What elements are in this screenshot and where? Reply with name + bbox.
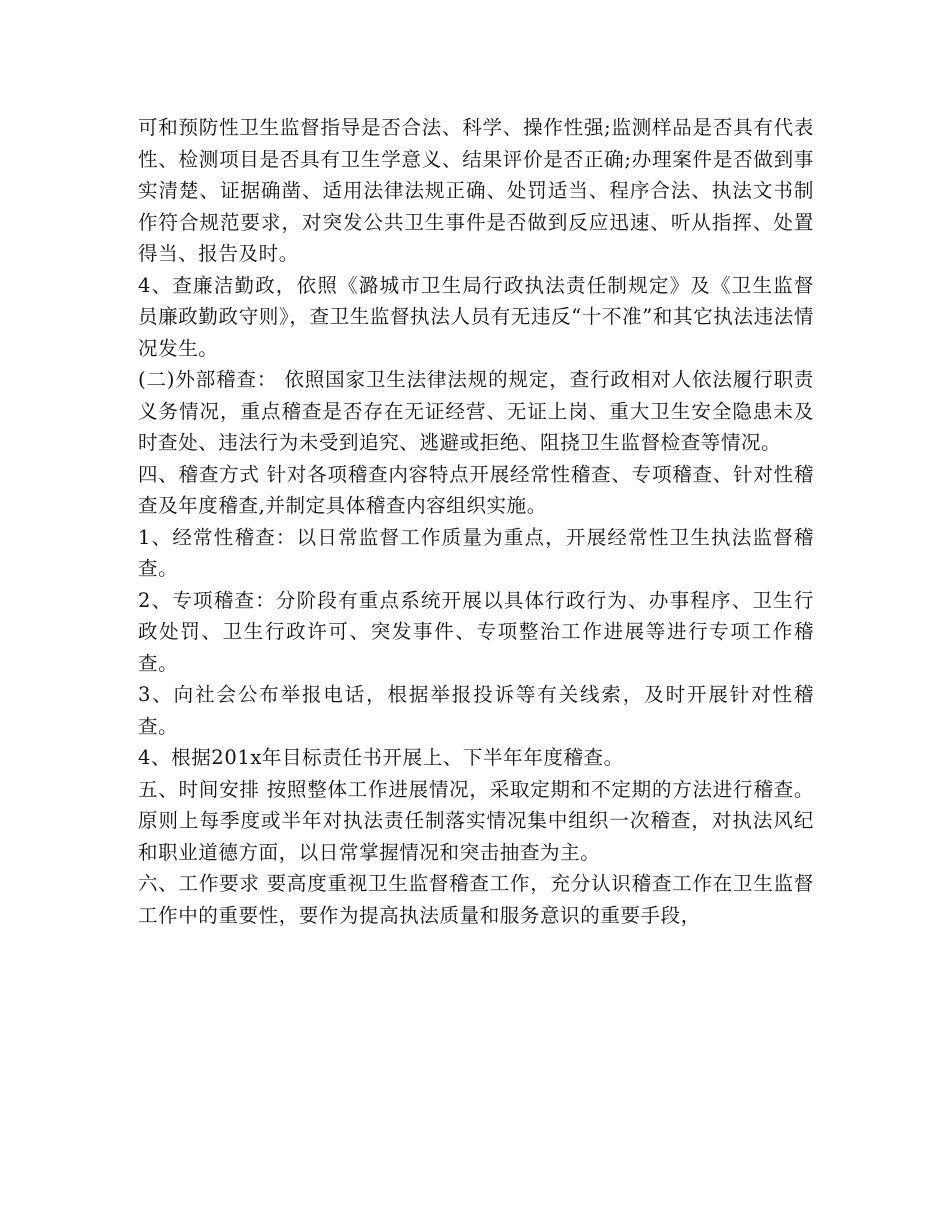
paragraph-supervision-quality: 可和预防性卫生监督指导是否合法、科学、操作性强;监测样品是否具有代表性、检测项目是否具有卫生学意义、结果评价是否正确;办理案件是否做到事实清楚、证据确凿、适用法律法规正确、处罚适当、程序合法、执法文书制作符合规范要求，对突发公共卫生事件是否做到反应迅速、听从指挥、处置得当、报告及时。 bbox=[138, 116, 814, 265]
paragraph-hotline-audit: 3、向社会公布举报电话，根据举报投诉等有关线索，及时开展针对性稽查。 bbox=[138, 683, 814, 738]
paragraph-routine-audit: 1、经常性稽查：以日常监督工作质量为重点，开展经常性卫生执法监督稽查。 bbox=[138, 525, 814, 580]
document-body bbox=[138, 112, 814, 931]
paragraph-integrity-check: 4、查廉洁勤政，依照《潞城市卫生局行政执法责任制规定》及《卫生监督员廉政勤政守则》，查卫生监督执法人员有无违反“十不准”和其它执法违法情况发生。 bbox=[138, 273, 814, 360]
paragraph-annual-audit: 4、根据201x年目标责任书开展上、下半年年度稽查。 bbox=[138, 746, 624, 769]
paragraph-schedule: 五、时间安排 按照整体工作进展情况，采取定期和不定期的方法进行稽查。原则上每季度或半年对执法责任制落实情况集中组织一次稽查，对执法风纪和职业道德方面，以日常掌握情况和突击抽查为主。 bbox=[138, 777, 814, 864]
paragraph-external-audit: (二)外部稽查： 依照国家卫生法律法规的规定，查行政相对人依法履行职责义务情况，重点稽查是否存在无证经营、无证上岗、重大卫生安全隐患未及时查处、违法行为未受到追究、逃避或拒绝、阻挠卫生监督检查等情况。 bbox=[138, 368, 814, 454]
paragraph-audit-methods: 四、稽查方式 针对各项稽查内容特点开展经常性稽查、专项稽查、针对性稽查及年度稽查,并制定具体稽查内容组织实施。 bbox=[138, 462, 814, 517]
paragraph-work-requirements: 六、工作要求 要高度重视卫生监督稽查工作，充分认识稽查工作在卫生监督工作中的重要性，要作为提高执法质量和服务意识的重要手段， bbox=[138, 872, 814, 927]
paragraph-special-audit: 2、专项稽查：分阶段有重点系统开展以具体行政行为、办事程序、卫生行政处罚、卫生行政许可、突发事件、专项整治工作进展等进行专项工作稽查。 bbox=[138, 588, 814, 675]
